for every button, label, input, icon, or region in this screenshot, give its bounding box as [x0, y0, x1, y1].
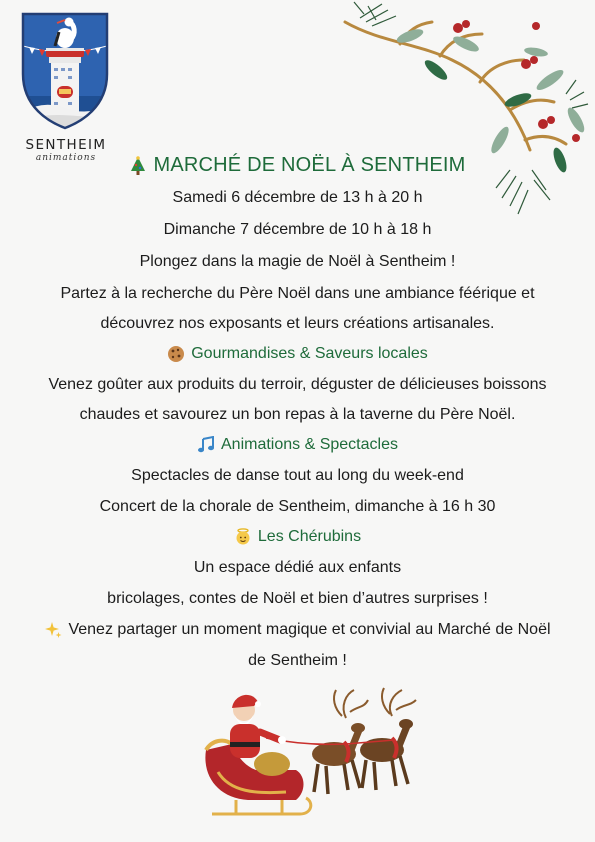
section-3-line-1: Un espace dédié aux enfants	[193, 559, 402, 576]
section-heading-text: Animations & Spectacles	[221, 436, 398, 453]
coat-of-arms-icon	[21, 12, 109, 130]
closing-line-1	[0, 620, 595, 640]
closing-text: Venez partager un moment magique et convivial au Marché de Noël	[68, 621, 551, 638]
logo-tagline-text: animations	[35, 153, 97, 163]
section-2-line-1: Spectacles de danse tout au long du week-end	[131, 467, 464, 484]
intro-line-3: découvrez nos exposants et leurs créations artisanales.	[100, 315, 495, 332]
date-sunday: Dimanche 7 décembre de 10 h à 18 h	[163, 221, 432, 238]
sentheim-logo	[12, 12, 122, 162]
sparkles-icon	[44, 621, 62, 639]
logo-brand-text: SENTHEIM	[25, 137, 107, 153]
reindeer-back	[312, 690, 368, 794]
section-1-line-1: Venez goûter aux produits du terroir, déguster de délicieuses boissons	[48, 376, 547, 393]
page-title-text: MARCHÉ DE NOËL À SENTHEIM	[153, 154, 466, 176]
christmas-tree-icon	[129, 156, 147, 176]
page-title	[0, 153, 595, 177]
reindeer-front	[360, 688, 416, 790]
cookie-icon	[167, 345, 185, 363]
intro-line-1: Plongez dans la magie de Noël à Sentheim !	[139, 253, 456, 270]
section-heading-animations	[0, 435, 595, 455]
closing-line-2: de Sentheim !	[248, 652, 347, 669]
date-saturday: Samedi 6 décembre de 13 h à 20 h	[172, 189, 423, 206]
section-heading-text: Gourmandises & Saveurs locales	[191, 345, 428, 362]
intro-line-2: Partez à la recherche du Père Noël dans une ambiance féérique et	[60, 285, 535, 302]
section-1-line-2: chaudes et savourez un bon repas à la taverne du Père Noël.	[79, 406, 516, 423]
section-2-line-2: Concert de la chorale de Sentheim, dimanche à 16 h 30	[99, 498, 496, 515]
music-notes-icon	[197, 436, 215, 454]
section-heading-cherubins	[0, 527, 595, 547]
section-heading-text: Les Chérubins	[257, 528, 362, 545]
section-heading-gourmandises	[0, 344, 595, 364]
santa-sleigh-illustration	[196, 680, 426, 830]
section-3-line-2: bricolages, contes de Noël et bien d’autres surprises !	[107, 590, 488, 607]
angel-icon	[234, 528, 252, 546]
